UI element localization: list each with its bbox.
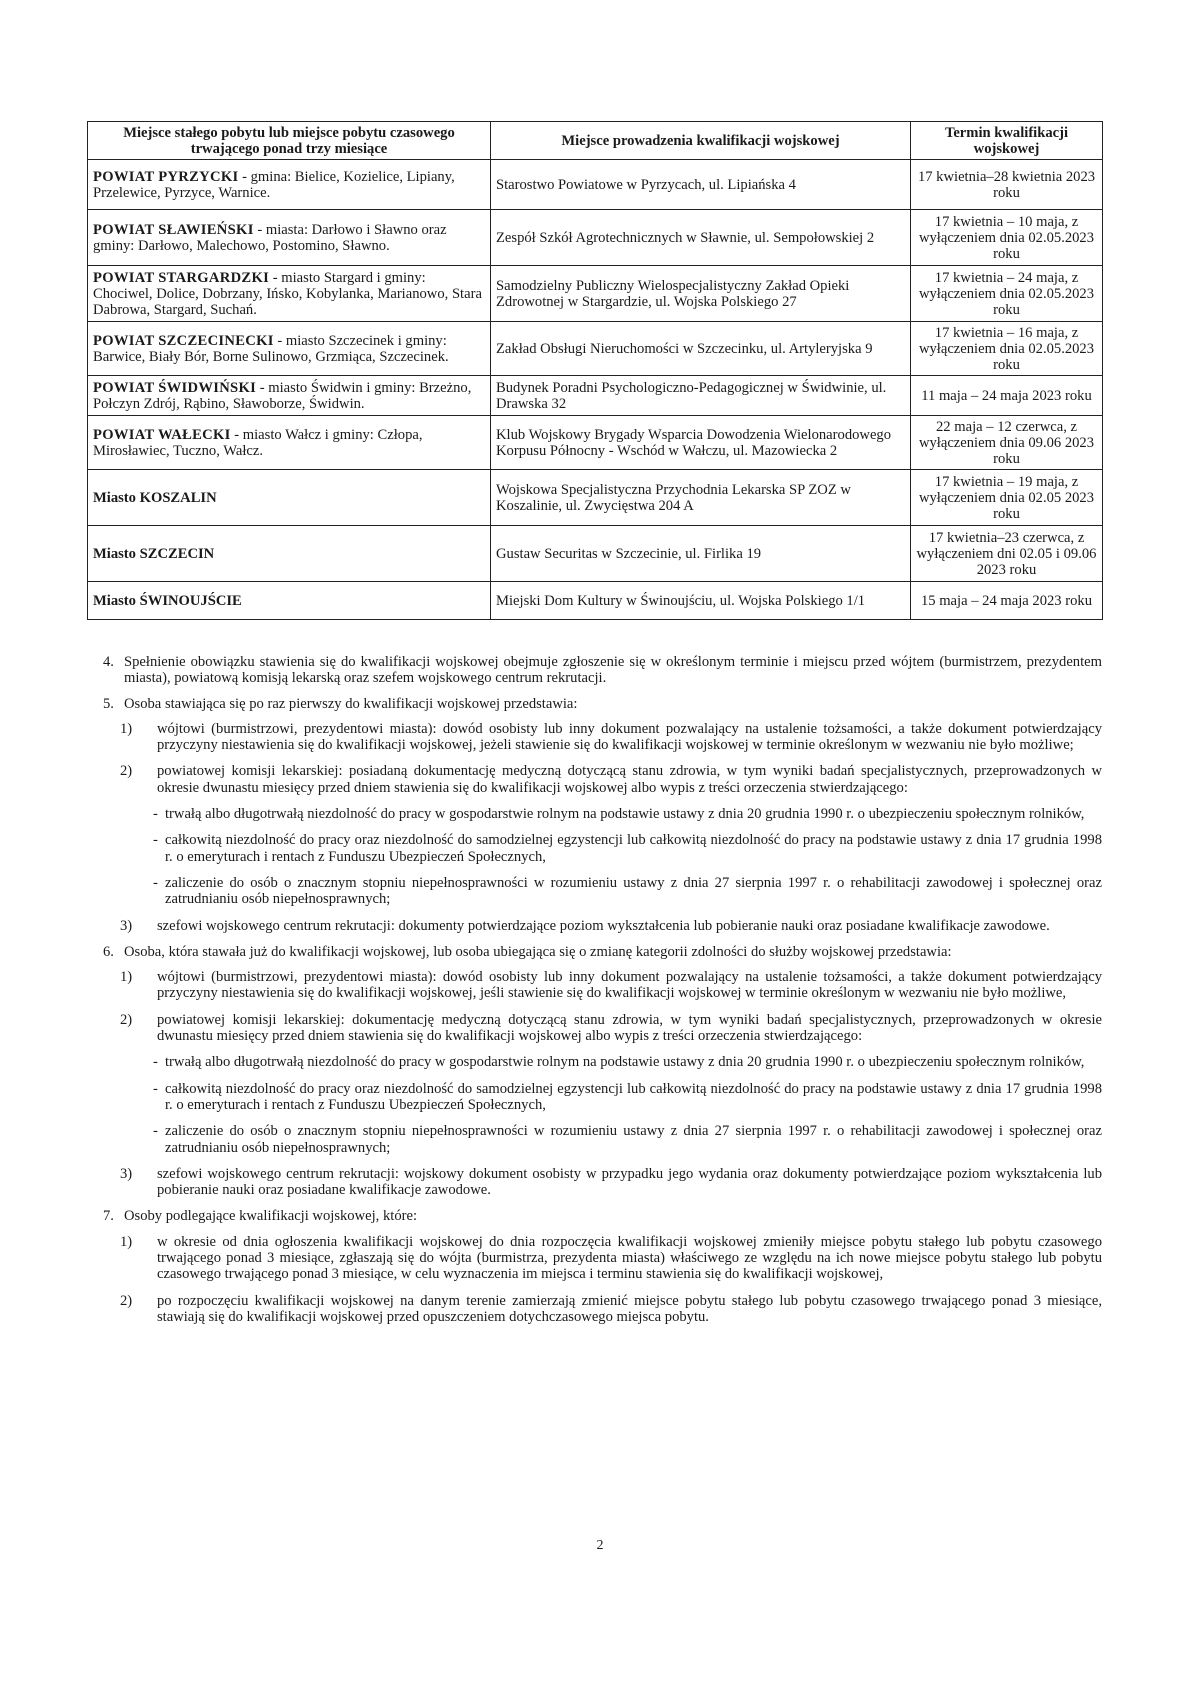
cell-term: 11 maja – 24 maja 2023 roku — [911, 376, 1103, 416]
cell-area — [88, 582, 491, 620]
table-row — [88, 160, 1103, 210]
dash-text: trwałą albo długotrwałą niezdolność do pracy w gospodarstwie rolnym na podstawie ustawy z dnia 20 grudnia 1990 r. o ubezpieczeniu społecznym rolników, — [165, 806, 1085, 823]
dash-marker: - — [153, 874, 158, 891]
section-text: Spełnienie obowiązku stawienia się do kwalifikacji wojskowej obejmuje zgłoszenie się w określonym terminie i miejscu przed wójtem (burmistrzem, prezydentem miasta), powiatową komisją lekarską oraz szefem wojskowego centrum rekrutacji. — [124, 654, 1102, 687]
table-header-row — [88, 122, 1103, 160]
dash-item — [87, 875, 1102, 908]
area-name: POWIAT SZCZECINECKI — [93, 332, 274, 349]
cell-place: Budynek Poradni Psychologiczno-Pedagogicznej w Świdwinie, ul. Drawska 32 — [491, 376, 911, 416]
dash-text: całkowitą niezdolność do pracy oraz niezdolność do samodzielnej egzystencji lub całkowitą niezdolność do pracy na podstawie ustawy z dnia 17 grudnia 1998 r. o emeryturach i rentach z Funduszu Ubezpieczeń Społecznych, — [165, 1080, 1102, 1113]
area-name: Miasto KOSZALIN — [93, 489, 217, 506]
list-item — [87, 1012, 1102, 1045]
area-detail: - gmina: Bielice, Kozielice, Lipiany, Przelewice, Pyrzyce, Warnice. — [93, 168, 455, 201]
item-number: 2) — [120, 1011, 133, 1028]
document-body — [87, 654, 1102, 1335]
section-6 — [87, 944, 1102, 960]
cell-area — [88, 376, 491, 416]
section-7 — [87, 1208, 1102, 1224]
section-text: Osoba, która stawała już do kwalifikacji wojskowej, lub osoba ubiegająca się o zmianę kategorii zdolności do służby wojskowej przedstawia: — [124, 943, 952, 960]
area-detail: - miasto Stargard i gminy: Chociwel, Dolice, Dobrzany, Ińsko, Kobylanka, Marianowo, Stara Dabrowa, Stargard, Suchań. — [93, 269, 482, 318]
cell-area — [88, 210, 491, 266]
table-row — [88, 416, 1103, 470]
section-4 — [87, 654, 1102, 687]
table-row — [88, 322, 1103, 376]
table-row — [88, 582, 1103, 620]
dash-marker: - — [153, 1054, 158, 1071]
item-text: w okresie od dnia ogłoszenia kwalifikacji wojskowej do dnia rozpoczęcia kwalifikacji wojskowej zmieniły miejsce pobytu stałego lub pobytu czasowego trwającego ponad 3 miesiące, zgłaszają się do wójta (burmistrza, prezydenta miasta) właściwego ze względu na ich nowe miejsce pobytu stałego lub pobytu czasowego trwającego ponad 3 miesiące, w celu wyznaczenia im miejsca i terminu stawienia się do kwalifikacji wojskowej, — [157, 1233, 1102, 1283]
cell-place: Klub Wojskowy Brygady Wsparcia Dowodzenia Wielonarodowego Korpusu Północny - Wschód w Wałczu, ul. Mazowiecka 2 — [491, 416, 911, 470]
area-name: POWIAT STARGARDZKI — [93, 269, 270, 286]
cell-area — [88, 266, 491, 322]
cell-term: 15 maja – 24 maja 2023 roku — [911, 582, 1103, 620]
cell-term: 17 kwietnia – 19 maja, z wyłączeniem dnia 02.05 2023 roku — [911, 470, 1103, 526]
area-name: POWIAT SŁAWIEŃSKI — [93, 221, 254, 238]
dash-marker: - — [153, 1123, 158, 1140]
dash-text: zaliczenie do osób o znacznym stopniu niepełnosprawności w rozumieniu ustawy z dnia 27 sierpnia 1997 r. o rehabilitacji zawodowej i społecznej oraz zatrudnianiu osób niepełnosprawnych; — [165, 1123, 1102, 1156]
area-name: Miasto ŚWINOUJŚCIE — [93, 592, 242, 609]
item-text: powiatowej komisji lekarskiej: dokumentację medyczną dotyczącą stanu zdrowia, w tym wyniki badań specjalistycznych, przeprowadzonych w okresie dwunastu miesięcy przed dniem stawienia się do kwalifikacji wojskowej albo wypis z treści orzeczenia stwierdzającego: — [157, 1011, 1102, 1045]
item-number: 1) — [120, 720, 133, 737]
item-text: powiatowej komisji lekarskiej: posiadaną dokumentację medyczną dotyczącą stanu zdrowia, w tym wyniki badań specjalistycznych, przeprowadzonych w okresie dwunastu miesięcy przed dniem stawienia się do kwalifikacji wojskowej albo wypis z treści orzeczenia stwierdzającego: — [157, 763, 1102, 796]
item-text: szefowi wojskowego centrum rekrutacji: dokumenty potwierdzające poziom wykształcenia lub pobieranie nauki oraz posiadane kwalifikacje zawodowe. — [157, 917, 1050, 934]
item-number: 2) — [120, 1292, 133, 1309]
section-number: 7. — [103, 1208, 114, 1225]
header-residence: Miejsce stałego pobytu lub miejsce pobytu czasowego trwającego ponad trzy miesiące — [88, 122, 491, 160]
dash-item — [87, 832, 1102, 865]
cell-term: 17 kwietnia – 10 maja, z wyłączeniem dnia 02.05.2023 roku — [911, 210, 1103, 266]
cell-area — [88, 416, 491, 470]
cell-area — [88, 160, 491, 210]
cell-place: Gustaw Securitas w Szczecinie, ul. Firlika 19 — [491, 526, 911, 582]
list-item — [87, 969, 1102, 1002]
dash-marker: - — [153, 832, 158, 849]
cell-term: 17 kwietnia – 16 maja, z wyłączeniem dnia 02.05.2023 roku — [911, 322, 1103, 376]
table-row — [88, 210, 1103, 266]
table-row — [88, 376, 1103, 416]
item-number: 3) — [120, 917, 133, 934]
area-detail: - miasto Świdwin i gminy: Brzeżno, Połczyn Zdrój, Rąbino, Sławoborze, Świdwin. — [93, 379, 472, 412]
list-item — [87, 1234, 1102, 1283]
list-item — [87, 1166, 1102, 1199]
cell-place: Wojskowa Specjalistyczna Przychodnia Lekarska SP ZOZ w Koszalinie, ul. Zwycięstwa 204 A — [491, 470, 911, 526]
dash-text: całkowitą niezdolność do pracy oraz niezdolność do samodzielnej egzystencji lub całkowitą niezdolność do pracy na podstawie ustawy z dnia 17 grudnia 1998 r. o emeryturach i rentach z Funduszu Ubezpieczeń Społecznych, — [165, 832, 1102, 865]
area-name: POWIAT ŚWIDWIŃSKI — [93, 379, 257, 396]
cell-term: 17 kwietnia–28 kwietnia 2023 roku — [911, 160, 1103, 210]
area-name: Miasto SZCZECIN — [93, 545, 215, 562]
item-text: wójtowi (burmistrzowi, prezydentowi miasta): dowód osobisty lub inny dokument pozwalający na ustalenie tożsamości, a także dokument potwierdzający przyczyny niestawienia się do kwalifikacji wojskowej, jeżeli stawienie się do kwalifikacji wojskowej w terminie określonym w wezwaniu nie było możliwe; — [157, 720, 1102, 754]
cell-place: Zespół Szkół Agrotechnicznych w Sławnie, ul. Sempołowskiej 2 — [491, 210, 911, 266]
dash-text: zaliczenie do osób o znacznym stopniu niepełnosprawności w rozumieniu ustawy z dnia 27 sierpnia 1997 r. o rehabilitacji zawodowej i społecznej oraz zatrudnianiu osób niepełnosprawnych; — [165, 874, 1102, 908]
cell-place: Zakład Obsługi Nieruchomości w Szczecinku, ul. Artyleryjska 9 — [491, 322, 911, 376]
item-number: 1) — [120, 969, 133, 986]
section-5 — [87, 696, 1102, 712]
area-detail: - miasto Szczecinek i gminy: Barwice, Biały Bór, Borne Sulinowo, Grzmiąca, Szczecinek. — [93, 332, 449, 365]
dash-marker: - — [153, 1080, 158, 1097]
section-text: Osoby podlegające kwalifikacji wojskowej, które: — [124, 1208, 418, 1225]
page-number: 2 — [596, 1538, 604, 1553]
item-number: 1) — [120, 1233, 133, 1250]
item-number: 2) — [120, 763, 133, 780]
cell-area — [88, 526, 491, 582]
dash-marker: - — [153, 806, 158, 823]
section-text: Osoba stawiająca się po raz pierwszy do kwalifikacji wojskowej przedstawia: — [124, 695, 578, 712]
list-item — [87, 1293, 1102, 1326]
table-row — [88, 266, 1103, 322]
table-row — [88, 526, 1103, 582]
item-text: szefowi wojskowego centrum rekrutacji: wojskowy dokument osobisty w przypadku jego wydania oraz dokumenty potwierdzające poziom wykształcenia lub pobieranie nauki oraz posiadane kwalifikacje zawodowe. — [157, 1165, 1102, 1199]
area-name: POWIAT PYRZYCKI — [93, 168, 239, 185]
cell-place: Miejski Dom Kultury w Świnoujściu, ul. Wojska Polskiego 1/1 — [491, 582, 911, 620]
cell-term: 17 kwietnia–23 czerwca, z wyłączeniem dni 02.05 i 09.06 2023 roku — [911, 526, 1103, 582]
list-item — [87, 721, 1102, 754]
list-item — [87, 918, 1102, 934]
section-number: 4. — [103, 654, 114, 670]
cell-place: Samodzielny Publiczny Wielospecjalistyczny Zakład Opieki Zdrowotnej w Stargardzie, ul. Wojska Polskiego 27 — [491, 266, 911, 322]
dash-item — [87, 806, 1102, 822]
cell-term: 22 maja – 12 czerwca, z wyłączeniem dnia 09.06 2023 roku — [911, 416, 1103, 470]
header-term: Termin kwalifikacji wojskowej — [911, 122, 1103, 160]
dash-item — [87, 1123, 1102, 1156]
dash-item — [87, 1054, 1102, 1070]
section-number: 6. — [103, 943, 114, 960]
item-text: po rozpoczęciu kwalifikacji wojskowej na danym terenie zamierzają zmienić miejsce pobytu stałego lub pobytu czasowego trwającego ponad 3 miesiące, stawiają się do kwalifikacji wojskowej przed opuszczeniem dotychczasowego miejsca pobytu. — [157, 1292, 1102, 1325]
area-detail: - miasto Wałcz i gminy: Człopa, Mirosławiec, Tuczno, Wałcz. — [93, 426, 423, 459]
qualification-schedule-table — [87, 121, 1103, 620]
area-name: POWIAT WAŁECKI — [93, 426, 231, 443]
cell-place: Starostwo Powiatowe w Pyrzycach, ul. Lipiańska 4 — [491, 160, 911, 210]
dash-text: trwałą albo długotrwałą niezdolność do pracy w gospodarstwie rolnym na podstawie ustawy z dnia 20 grudnia 1990 r. o ubezpieczeniu społecznym rolników, — [165, 1054, 1085, 1071]
cell-term: 17 kwietnia – 24 maja, z wyłączeniem dnia 02.05.2023 roku — [911, 266, 1103, 322]
section-number: 5. — [103, 695, 114, 712]
item-number: 3) — [120, 1165, 133, 1182]
table-row — [88, 470, 1103, 526]
dash-item — [87, 1081, 1102, 1114]
cell-area — [88, 322, 491, 376]
list-item — [87, 763, 1102, 796]
item-text: wójtowi (burmistrzowi, prezydentowi miasta): dowód osobisty lub inny dokument pozwalający na ustalenie tożsamości, a także dokument potwierdzający przyczyny niestawienia się do kwalifikacji wojskowej, jeśli stawienie się do kwalifikacji wojskowej w terminie określonym w wezwaniu nie było możliwe, — [157, 969, 1102, 1002]
header-location: Miejsce prowadzenia kwalifikacji wojskowej — [491, 122, 911, 160]
area-detail: - miasta: Darłowo i Sławno oraz gminy: Darłowo, Malechowo, Postomino, Sławno. — [93, 221, 447, 254]
cell-area — [88, 470, 491, 526]
